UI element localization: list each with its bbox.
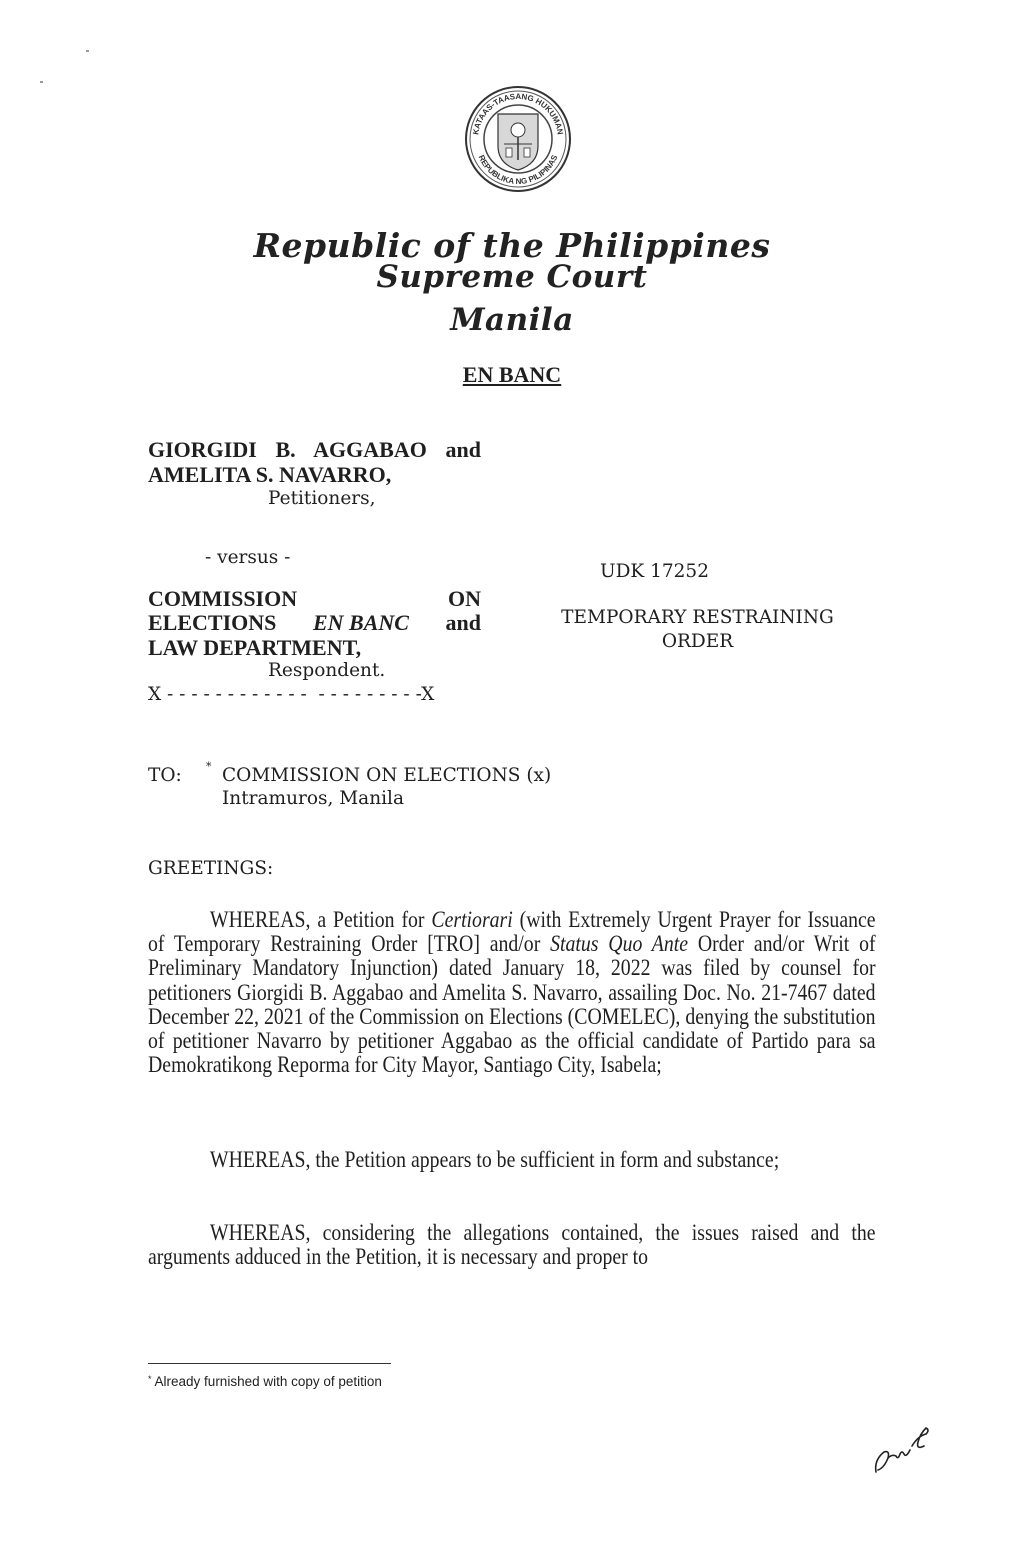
paragraph-1-part-b: (with Extremely Urgent Prayer for Issuance of Temporary Restraining Order [TRO] and/or [148,907,876,957]
supreme-court-seal [462,84,574,194]
respondent-line-2-italic: EN BANC [312,610,409,635]
order-title-line-2: ORDER [661,631,734,652]
petitioners-line-2: AMELITA S. NAVARRO, [148,462,392,487]
paragraph-1-text [148,908,876,1077]
paragraph-3-text: WHEREAS, considering the allegations contained, the issues raised and the arguments adduced in the Petition, it is necessary and proper to [148,1220,876,1270]
division-label: EN BANC [462,362,562,387]
respondent-line-3: LAW DEPARTMENT, [148,635,362,660]
scan-speck [40,81,43,83]
addressee-address: Intramuros, Manila [222,788,404,809]
respondent-line-1-b: ON [448,586,481,611]
footnote-divider [148,1363,391,1364]
header-manila: Manila [450,302,574,338]
respondent-line-1 [148,586,481,611]
addressee-name: COMMISSION ON ELECTIONS (x) [222,765,552,786]
paragraph-3 [148,1220,876,1270]
seal-bottom-text: REPUBLIKA NG PILIPINAS [476,153,560,187]
header-supreme-court: Supreme Court [376,259,648,295]
paragraph-1-part-a: WHEREAS, a Petition for [209,907,432,932]
division-heading [0,362,1024,388]
footnote-marker: * [148,1374,152,1384]
respondent-line-2-b: and [445,610,481,635]
footnote-text: Already furnished with copy of petition [154,1374,382,1389]
caption-separator: X - - - - - - - - - - - - - - - - - - - - -X [148,684,435,705]
paragraph-2 [148,1147,780,1172]
case-number: UDK 17252 [600,561,709,582]
respondent-line-1-a: COMMISSION [148,586,298,611]
seal-top-text: KATAAS-TAASANG HUKUMAN [471,91,565,136]
paragraph-1-part-c: Order and/or Writ of Preliminary Mandatory Injunction) dated January 18, 2022 was filed by counsel for petitioners Giorgidi B. Aggabao and Amelita S. Navarro, assailing Doc. No. 21-7467 dated December 22, 2021 of the Commission on Elections (COMELEC), denying the substitution of petitioner Navarro by petitioner Aggabao as the official candidate of Partido para sa Demokratikong Reporma for City Mayor, Santiago City, Isabela; [148,931,876,1078]
order-title-line-1: TEMPORARY RESTRAINING [561,607,834,628]
petitioners-role: Petitioners, [268,488,376,509]
scan-speck [86,50,89,52]
footnote [148,1374,382,1389]
respondent-line-2-a: ELECTIONS [148,610,277,635]
to-label: TO: [148,765,182,786]
greeting: GREETINGS: [148,858,274,879]
paragraph-2-text: WHEREAS, the Petition appears to be sufficient in form and substance; [209,1147,780,1172]
header-republic: Republic of the Philippines [253,226,771,265]
paragraph-1-italic-status-quo: Status Quo Ante [550,931,689,957]
handwritten-initials [870,1420,950,1480]
petitioners-line-1: GIORGIDI B. AGGABAO and [148,437,481,462]
versus-label: - versus - [205,547,291,568]
respondent-line-2 [148,610,481,635]
respondent-role: Respondent. [268,660,386,681]
paragraph-1 [148,907,876,1078]
addressee-footnote-marker: * [206,760,212,773]
paragraph-1-italic-certiorari: Certiorari [431,907,513,932]
